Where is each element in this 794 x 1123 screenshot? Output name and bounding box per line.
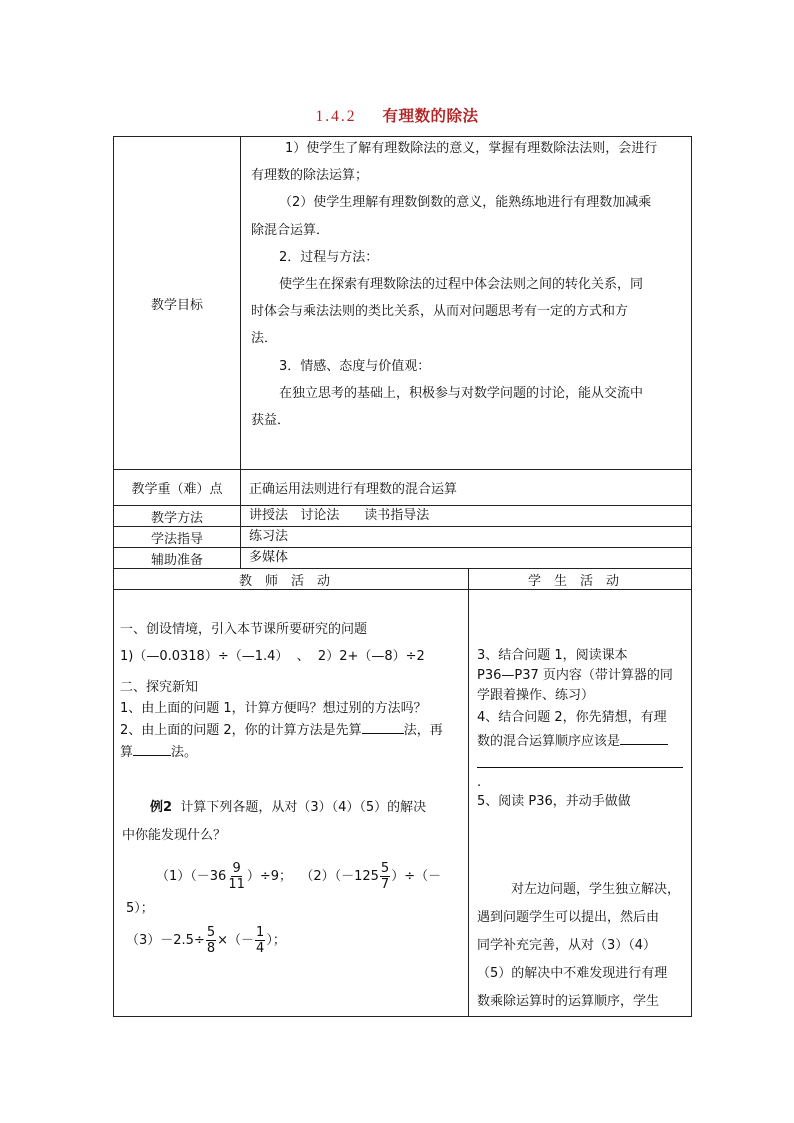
student-line: 4、结合问题 2，你先猜想，有理 — [477, 710, 667, 725]
student-line — [477, 730, 687, 754]
expr-text: ）÷（－ — [391, 868, 442, 884]
student-line: 学跟着操作、练习） — [477, 688, 595, 703]
fraction: $\frac{1}{4}$ — [256, 925, 265, 957]
key-point-label: 教学重（难）点 — [114, 470, 241, 506]
item-text: 法，再 — [403, 723, 443, 739]
method-label: 教学方法 — [114, 506, 241, 527]
fraction: $\frac{5}{8}$ — [206, 925, 216, 957]
goal-line: 法． — [251, 331, 278, 347]
goal-line: 除混合运算． — [251, 222, 330, 238]
method-value: 讲授法 讨论法 读书指导法 — [241, 506, 692, 527]
item-line — [120, 720, 464, 742]
student-line: 数乘除运算时的运算顺序，学生 — [477, 994, 660, 1009]
goal-line: 获益． — [251, 413, 291, 429]
student-line: . — [477, 775, 482, 790]
example-text: 计算下列各题，从对（3）（4）（5）的解决 — [180, 800, 427, 816]
answer-blank — [477, 767, 683, 768]
goal-line: 有理数的除法运算； — [251, 168, 369, 184]
student-line: （5）的解决中不难发现进行有理 — [477, 966, 668, 981]
example-label: 例2 — [150, 800, 173, 816]
goals-content — [241, 137, 692, 470]
goal-line: 1）使学生了解有理数除法的意义，掌握有理数除法法则，会进行 — [285, 141, 658, 156]
item-line — [120, 742, 464, 764]
section-number: 1.4.2 — [315, 108, 357, 125]
example-line: 中你能发现什么？ — [122, 827, 227, 843]
expr-text: （2）（－125 — [300, 868, 379, 884]
student-line: 对左边问题，学生独立解决， — [511, 882, 681, 897]
answer-blank — [362, 733, 404, 734]
key-point-value: 正确运用法则进行有理数的混合运算 — [241, 470, 692, 506]
page-title — [0, 104, 794, 126]
goal-line: 使学生在探索有理数除法的过程中体会法则之间的转化关系，同 — [279, 277, 644, 293]
goal-line: 3．情感、态度与价值观： — [279, 358, 431, 374]
answer-blank — [133, 755, 171, 756]
aid-label: 辅助准备 — [114, 548, 241, 569]
student-line — [477, 754, 687, 776]
student-text: 数的混合运算顺序应该是 — [477, 734, 621, 749]
expression-line — [120, 859, 464, 895]
student-line: 5、阅读 P36，并动手做做 — [477, 794, 631, 809]
answer-blank — [620, 744, 668, 745]
fraction: $\frac{9}{11}$ — [228, 860, 245, 892]
student-line: 同学补充完善，从对（3）（4） — [477, 938, 657, 953]
goal-line: 2．过程与方法： — [279, 249, 379, 265]
item-text: 算 — [120, 745, 134, 761]
section-heading: 一、创设情境，引入本节课所要研究的问题 — [120, 622, 368, 637]
student-activity — [469, 590, 692, 1017]
student-line: P36—P37 页内容（带计算器的同 — [477, 668, 673, 683]
expr-text: ×（－ — [217, 933, 255, 949]
teacher-activity — [114, 590, 469, 1017]
expression-line: 5）； — [126, 900, 154, 916]
fraction: $\frac{5}{7}$ — [380, 860, 390, 892]
example-line — [120, 794, 464, 821]
question-line: 1)（—0.0318）÷（—1.4） 、 2）2+（—8）÷2 — [120, 649, 425, 665]
goal-line: 在独立思考的基础上，积极参与对数学问题的讨论，能从交流中 — [279, 385, 644, 401]
section-heading: 二、探究新知 — [120, 680, 199, 696]
teacher-activity-header: 教师活动 — [114, 569, 469, 590]
item-line: 1、由上面的问题 1，计算方便吗？想过别的方法吗？ — [120, 701, 427, 717]
item-text: 法。 — [171, 745, 198, 761]
expr-text: ）； — [266, 933, 286, 949]
student-activity-header: 学生活动 — [469, 569, 692, 590]
expr-text: ）÷9； — [246, 868, 293, 884]
title-text: 有理数的除法 — [382, 107, 479, 125]
student-line: 遇到问题学生可以提出，然后由 — [477, 910, 660, 925]
expr-text: （3）－2.5÷ — [126, 933, 205, 949]
student-line: 3、结合问题 1，阅读课本 — [477, 648, 628, 663]
lesson-plan-table — [113, 136, 692, 1017]
study-value: 练习法 — [241, 527, 692, 548]
goal-line: 时体会与乘法法则的类比关系，从而对问题思考有一定的方式和方 — [251, 304, 629, 320]
study-label: 学法指导 — [114, 527, 241, 548]
expr-text: （1）（－36 — [156, 868, 227, 884]
expression-line — [120, 922, 464, 960]
goals-label: 教学目标 — [114, 137, 241, 470]
item-text: 2、由上面的问题 2，你的计算方法是先算 — [120, 723, 362, 739]
aid-value: 多媒体 — [241, 548, 692, 569]
goal-line: （2）使学生理解有理数倒数的意义，能熟练地进行有理数加减乘 — [279, 195, 652, 211]
